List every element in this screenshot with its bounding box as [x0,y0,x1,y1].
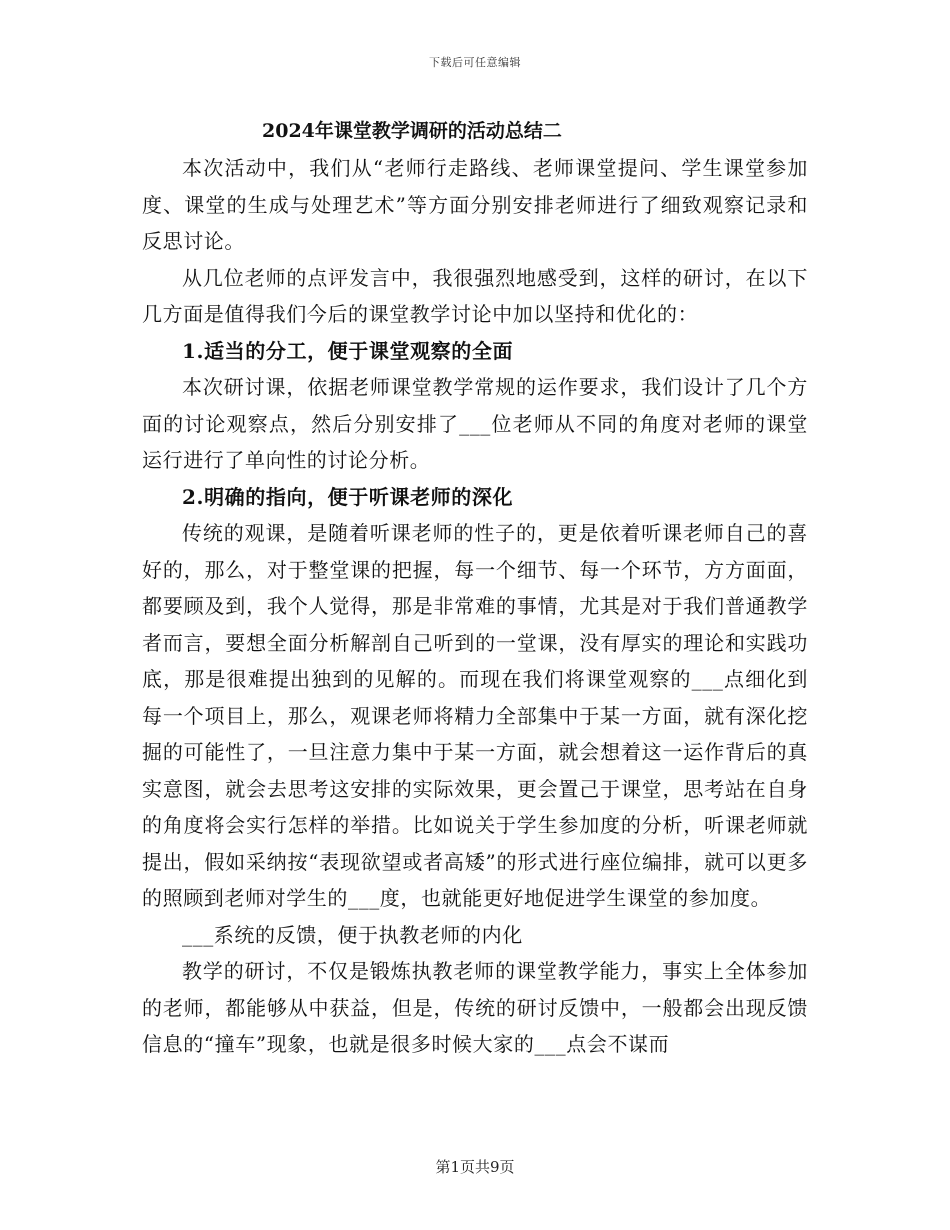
document-title: 2024年课堂教学调研的活动总结二 [262,120,562,142]
paragraph-section-3: 教学的研讨，不仅是锻炼执教老师的课堂教学能力，事实上全体参加的老师，都能够从中获益，但是，传统的研讨反馈中，一般都会出现反馈信息的“撞车”现象，也就是很多时候大家的___点会不谋而 [142,959,808,1056]
page-number: 第1页共9页 [435,1158,515,1176]
section-heading-3: ___系统的反馈，便于执教老师的内化 [182,922,523,947]
document-body [142,112,808,1063]
section-heading-1: 1.适当的分工，便于课堂观察的全面 [182,338,514,363]
paragraph-section-1: 本次研讨课，依据老师课堂教学常规的运作要求，我们设计了几个方面的讨论观察点，然后分别安排了___位老师从不同的角度对老师的课堂运行进行了单向性的讨论分析。 [142,375,808,472]
paragraph-reflection: 从几位老师的点评发言中，我很强烈地感受到，这样的研讨，在以下几方面是值得我们今后的课堂教学讨论中加以坚持和优化的： [142,265,808,326]
paragraph-section-2: 传统的观课，是随着听课老师的性子的，更是依着听课老师自己的喜好的，那么，对于整堂课的把握，每一个细节、每一个环节，方方面面，都要顾及到，我个人觉得，那是非常难的事情，尤其是对于我们普通教学者而言，要想全面分析解剖自己听到的一堂课，没有厚实的理论和实践功底，那是很难提出独到的见解的。而现在我们将课堂观察的___点细化到每一个项目上，那么，观课老师将精力全部集中于某一方面，就有深化挖掘的可能性了，一旦注意力集中于某一方面，就会想着这一运作背后的真实意图，就会去思考这安排的实际效果，更会置己于课堂，思考站在自身的角度将会实行怎样的举措。比如说关于学生参加度的分析，听课老师就提出，假如采纳按“表现欲望或者高矮”的形式进行座位编排，就可以更多的照顾到老师对学生的___度，也就能更好地促进学生课堂的参加度。 [142,521,808,910]
section-heading-2: 2.明确的指向，便于听课老师的深化 [182,484,514,509]
paragraph-intro: 本次活动中，我们从“老师行走路线、老师课堂提问、学生课堂参加度、课堂的生成与处理艺术”等方面分别安排老师进行了细致观察记录和反思讨论。 [142,156,808,253]
page-header-note: 下载后可任意编辑 [429,56,521,69]
